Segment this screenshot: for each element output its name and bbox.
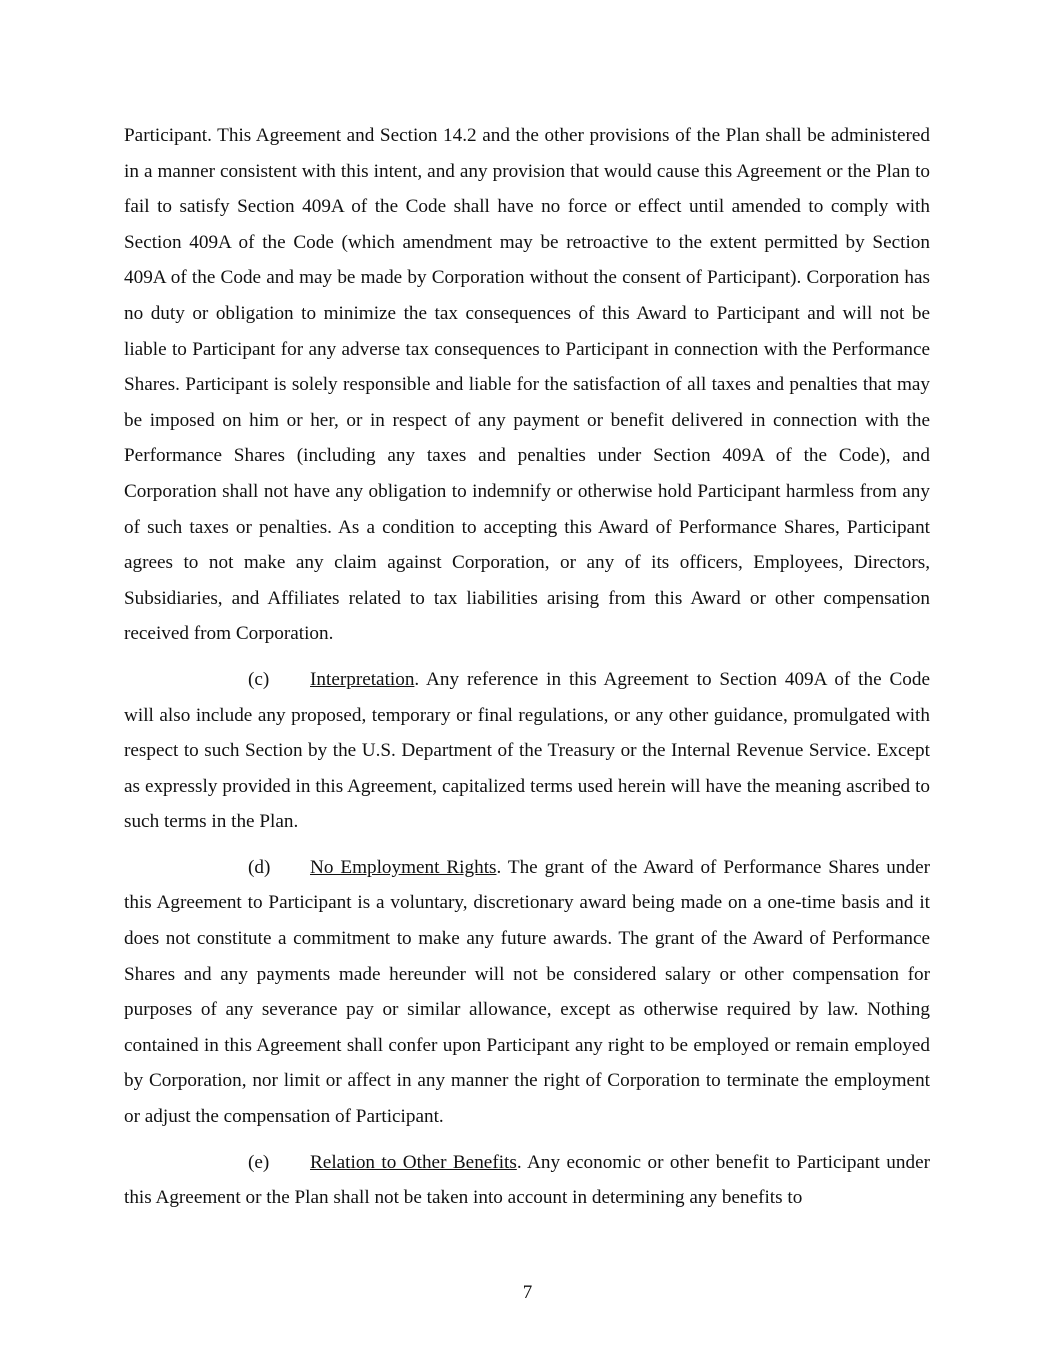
section-d-heading: No Employment Rights xyxy=(310,856,497,878)
section-d-paragraph xyxy=(124,850,930,1135)
section-d-label: (d) xyxy=(248,856,271,878)
section-c-body: . Any reference in this Agreement to Section 409A of the Code will also include any proposed, temporary or final regulations, or any other guidance, promulgated with respect to such Section by the U.S. Department of the Treasury or the Internal Revenue Service. Except as expressly provided in this Agreement, capitalized terms used herein will have the meaning ascribed to such terms in the Plan. xyxy=(124,668,930,833)
section-e-paragraph xyxy=(124,1145,930,1216)
section-c-paragraph xyxy=(124,662,930,840)
section-c-heading: Interpretation xyxy=(310,668,415,690)
section-d-body: . The grant of the Award of Performance Shares under this Agreement to Participant is a voluntary, discretionary award being made on a one-time basis and it does not constitute a commitment to make any future awards. The grant of the Award of Performance Shares and any payments made hereunder will not be considered salary or other compensation for purposes of any severance pay or similar allowance, except as otherwise required by law. Nothing contained in this Agreement shall confer upon Participant any right to be employed or remain employed by Corporation, nor limit or affect in any manner the right of Corporation to terminate the employment or adjust the compensation of Participant. xyxy=(124,856,930,1128)
section-e-heading: Relation to Other Benefits xyxy=(310,1151,517,1173)
section-e-label: (e) xyxy=(248,1151,270,1173)
document-page xyxy=(124,118,930,1216)
section-c-label: (c) xyxy=(248,668,270,690)
section-e-body: . Any economic or other benefit to Participant under this Agreement or the Plan shall not be taken into account in determining any benefits to xyxy=(124,1151,930,1209)
page-number: 7 xyxy=(522,1282,533,1303)
intro-paragraph: Participant. This Agreement and Section 14.2 and the other provisions of the Plan shall be administered in a manner consistent with this intent, and any provision that would cause this Agreement or the Plan to fail to satisfy Section 409A of the Code shall have no force or effect until amended to comply with Section 409A of the Code (which amendment may be retroactive to the extent permitted by Section 409A of the Code and may be made by Corporation without the consent of Participant). Corporation has no duty or obligation to minimize the tax consequences of this Award to Participant and will not be liable to Participant for any adverse tax consequences to Participant in connection with the Performance Shares. Participant is solely responsible and liable for the satisfaction of all taxes and penalties that may be imposed on him or her, or in respect of any payment or benefit delivered in connection with the Performance Shares (including any taxes and penalties under Section 409A of the Code), and Corporation shall not have any obligation to indemnify or otherwise hold Participant harmless from any of such taxes or penalties. As a condition to accepting this Award of Performance Shares, Participant agrees to not make any claim against Corporation, or any of its officers, Employees, Directors, Subsidiaries, and Affiliates related to tax liabilities arising from this Award or other compensation received from Corporation. xyxy=(124,125,930,645)
